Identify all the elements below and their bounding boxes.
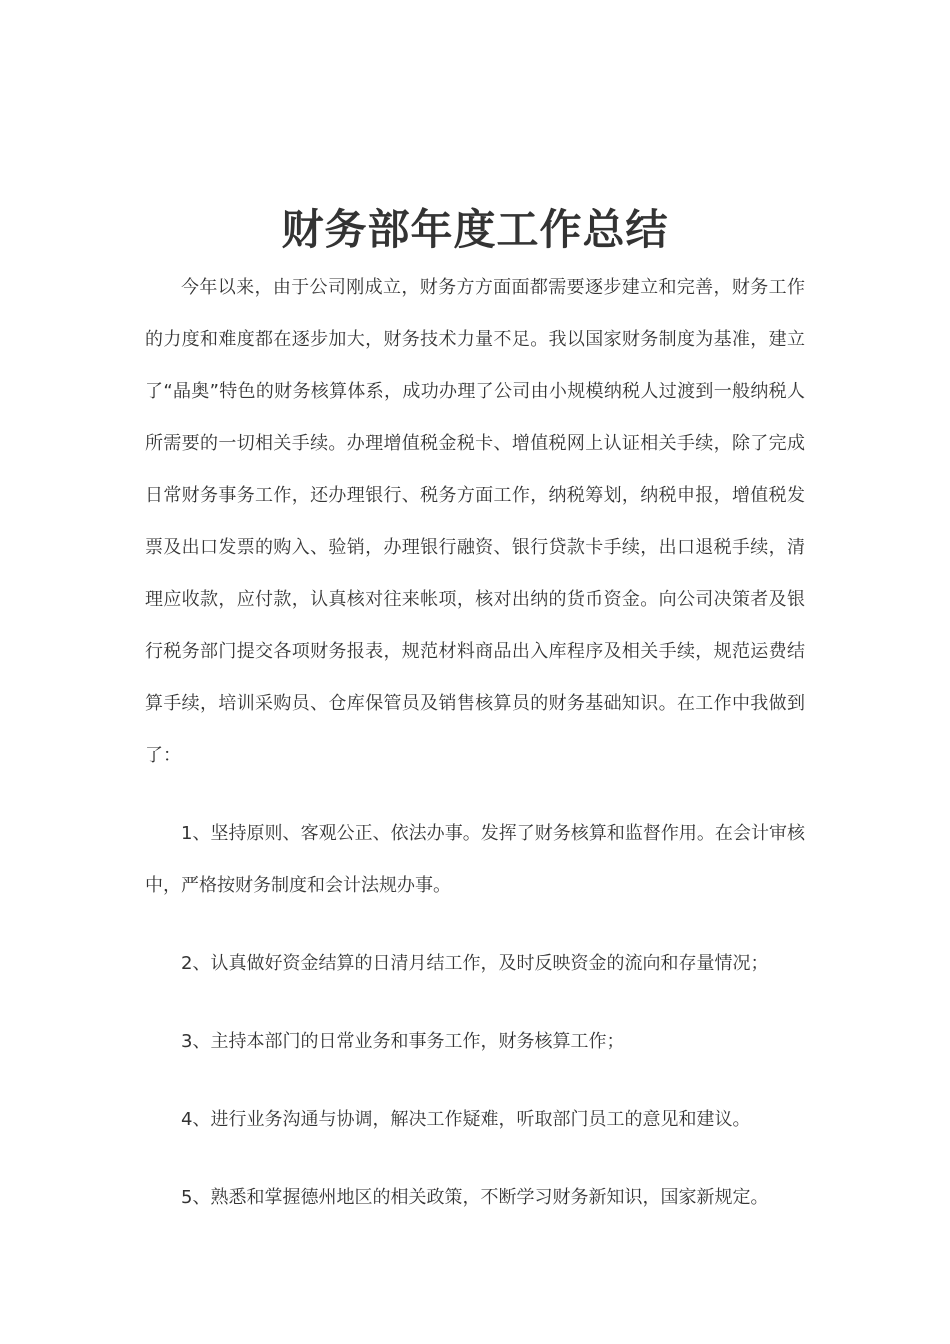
list-item: 1、坚持原则、客观公正、依法办事。发挥了财务核算和监督作用。在会计审核中，严格按财务制度和会计法规办事。 — [145, 823, 805, 896]
page-title: 财务部年度工作总结 — [281, 205, 669, 255]
list-item: 2、认真做好资金结算的日清月结工作，及时反映资金的流向和存量情况； — [181, 953, 769, 974]
list-item: 3、主持本部门的日常业务和事务工作，财务核算工作； — [181, 1031, 625, 1052]
intro-paragraph: 今年以来，由于公司刚成立，财务方方面面都需要逐步建立和完善，财务工作的力度和难度都在逐步加大，财务技术力量不足。我以国家财务制度为基准，建立了“晶奥”特色的财务核算体系，成功办理了公司由小规模纳税人过渡到一般纳税人所需要的一切相关手续。办理增值税金税卡、增值税网上认证相关手续，除了完成日常财务事务工作，还办理银行、税务方面工作，纳税筹划，纳税申报，增值税发票及出口发票的购入、验销，办理银行融资、银行贷款卡手续，出口退税手续，清理应收款，应付款，认真核对往来帐项，核对出纳的货币资金。向公司决策者及银行税务部门提交各项财务报表，规范材料商品出入库程序及相关手续，规范运费结算手续，培训采购员、仓库保管员及销售核算员的财务基础知识。在工作中我做到了： — [145, 277, 805, 766]
list-item: 5、熟悉和掌握德州地区的相关政策，不断学习财务新知识，国家新规定。 — [181, 1187, 769, 1208]
list-item: 4、进行业务沟通与协调，解决工作疑难，听取部门员工的意见和建议。 — [181, 1109, 751, 1130]
